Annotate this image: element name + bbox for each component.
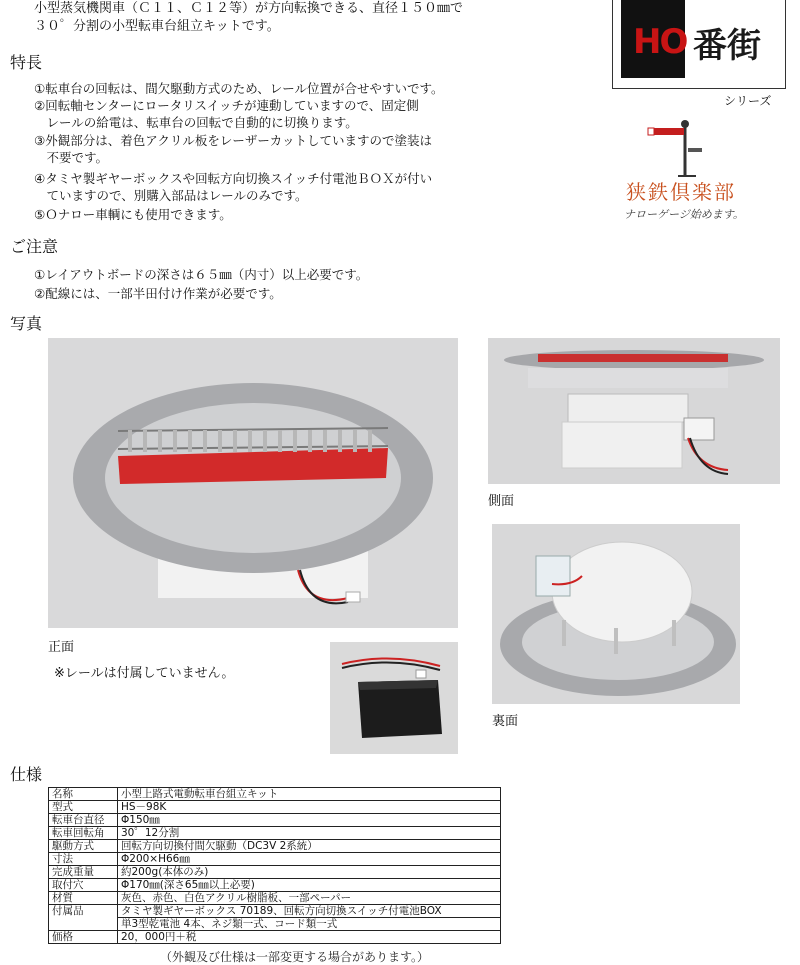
spec-value: 単3型乾電池 4本、ネジ類一式、コード類一式 (118, 918, 501, 931)
spec-value: 灰色、赤色、白色アクリル樹脂板、一部ペーパー (118, 892, 501, 905)
spec-key: 転車回転角 (49, 827, 118, 840)
feature-line: ①転車台の回転は、間欠駆動方式のため、レール位置が合せやすいです。 (34, 81, 444, 96)
back-view-photo (492, 524, 740, 704)
spec-value: Φ200×H66㎜ (118, 853, 501, 866)
spec-key: 転車台直径 (49, 814, 118, 827)
spec-value: Φ150㎜ (118, 814, 501, 827)
spec-key: 取付穴 (49, 879, 118, 892)
table-row (49, 814, 501, 827)
spec-key: 価格 (49, 931, 118, 944)
front-view-photo (48, 338, 458, 628)
spec-heading: 仕様 (10, 765, 43, 784)
spec-key: 材質 (49, 892, 118, 905)
logo-ho-text: HO (633, 22, 687, 62)
spec-key: 付属品 (49, 905, 118, 931)
spec-value: タミヤ製ギヤーボックス 70189、回転方向切換スイッチ付電池BOX (118, 905, 501, 918)
photos-heading: 写真 (10, 314, 43, 333)
table-row (49, 866, 501, 879)
table-row (49, 801, 501, 814)
caution-line: ①レイアウトボードの深さは６５㎜（内寸）以上必要です。 (34, 267, 369, 282)
spec-key: 駆動方式 (49, 840, 118, 853)
spec-key: 型式 (49, 801, 118, 814)
rail-note: ※レールは付属していません。 (54, 666, 235, 681)
spec-key: 名称 (49, 788, 118, 801)
club-name: 狭鉄倶楽部 (626, 180, 736, 204)
cautions-heading: ご注意 (10, 237, 59, 256)
front-caption: 正面 (48, 640, 75, 655)
spec-table (48, 787, 501, 944)
table-row (49, 879, 501, 892)
intro-line-1: 小型蒸気機関車（Ｃ１１、Ｃ１２等）が方向転換できる、直径１５０㎜で (34, 1, 464, 16)
table-row (49, 892, 501, 905)
intro-line-2: ３０゜分割の小型転車台組立キットです。 (34, 19, 280, 34)
feature-line: 不要です。 (34, 150, 109, 165)
club-subtitle: ナローゲージ始めます。 (624, 208, 744, 221)
back-caption: 裏面 (492, 714, 519, 729)
feature-line: ていますので、別購入部品はレールのみです。 (34, 188, 308, 203)
spec-value: Φ170㎜(深さ65㎜以上必要) (118, 879, 501, 892)
table-row (49, 827, 501, 840)
spec-value: HS－98K (118, 801, 501, 814)
semaphore-signal-icon (640, 118, 730, 178)
feature-line: ④タミヤ製ギヤーボックスや回転方向切換スイッチ付電池ＢＯＸが付い (34, 171, 433, 186)
table-row (49, 788, 501, 801)
features-heading: 特長 (10, 53, 43, 72)
feature-line: ③外観部分は、着色アクリル板をレーザーカットしていますので塗装は (34, 133, 432, 148)
table-row (49, 853, 501, 866)
spec-value: 小型上路式電動転車台組立キット (118, 788, 501, 801)
side-view-photo (488, 338, 780, 484)
table-row (49, 840, 501, 853)
spec-value: 20，000円＋税 (118, 931, 501, 944)
caution-line: ②配線には、一部半田付け作業が必要です。 (34, 286, 282, 301)
spec-value: 30゜12分割 (118, 827, 501, 840)
feature-line: ②回転軸センターにロータリスイッチが連動していますので、固定側 (34, 98, 419, 113)
table-row (49, 931, 501, 944)
spec-footnote: （外観及び仕様は一部変更する場合があります。） (160, 950, 430, 964)
spec-key: 完成重量 (49, 866, 118, 879)
series-label: シリーズ (724, 94, 772, 108)
table-row (49, 905, 501, 918)
side-caption: 側面 (488, 494, 515, 509)
feature-line: レールの給電は、転車台の回転で自動的に切換ります。 (34, 115, 358, 130)
logo-bangai-text: 番街 (693, 26, 761, 66)
feature-line: ⑤Ｏナロー車輌にも使用できます。 (34, 207, 232, 222)
spec-key: 寸法 (49, 853, 118, 866)
spec-value: 約200g(本体のみ) (118, 866, 501, 879)
spec-value: 回転方向切換付間欠駆動（DC3V 2系統） (118, 840, 501, 853)
battery-box-photo (330, 642, 458, 754)
ho-bangai-logo (612, 0, 786, 89)
